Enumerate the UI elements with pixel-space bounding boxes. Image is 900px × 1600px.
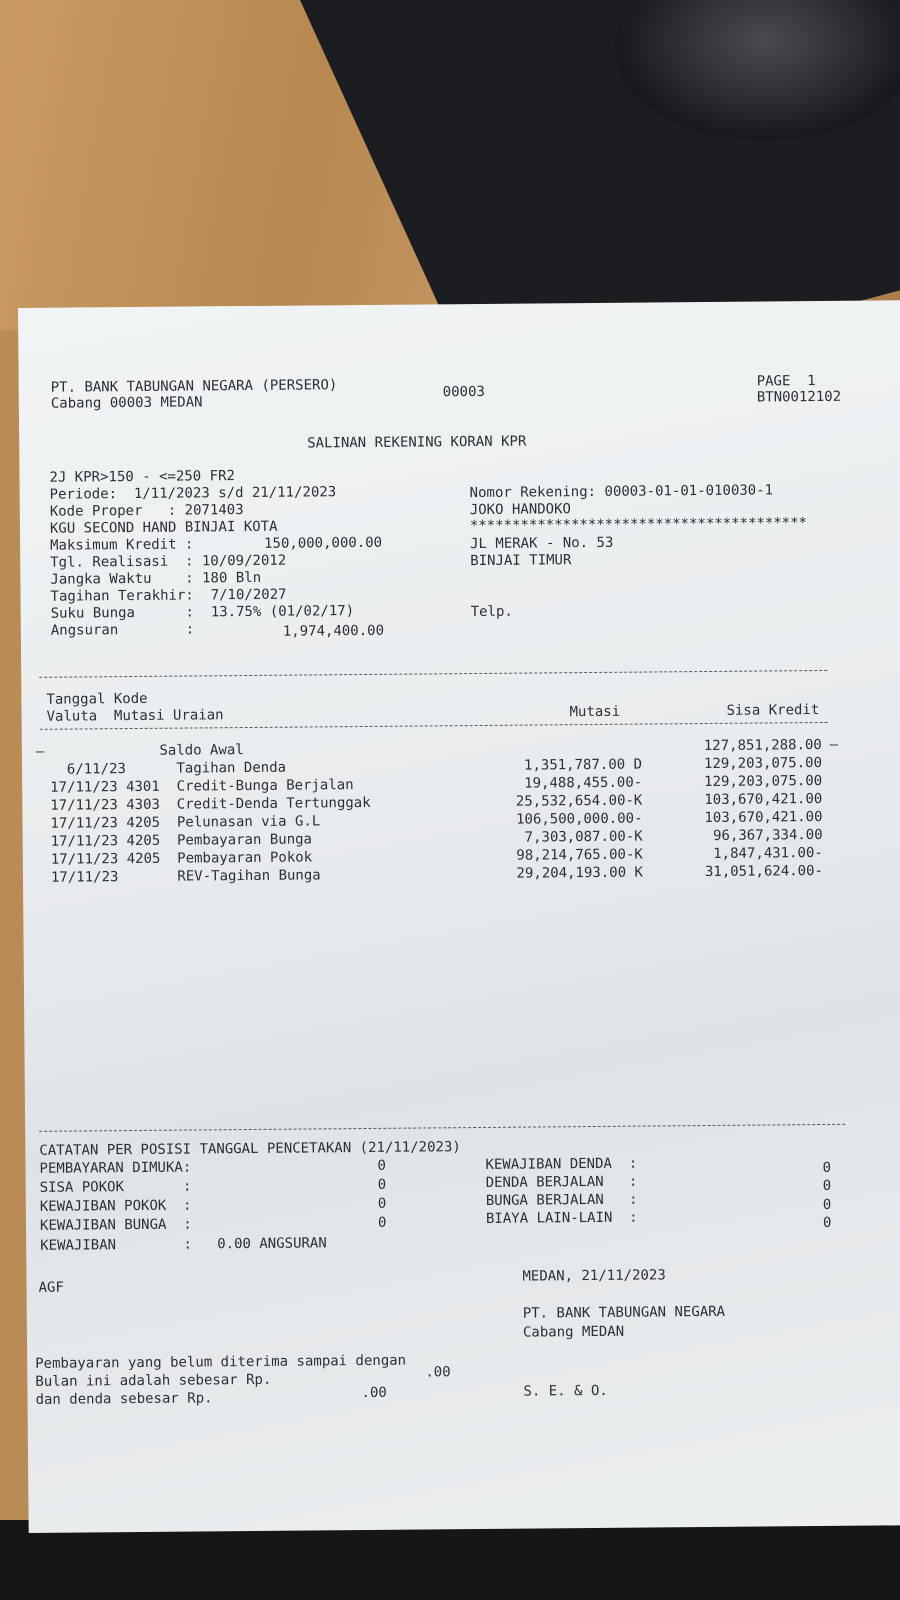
kode-proper: Kode Proper : 2071403: [49, 502, 244, 520]
nomor-rekening: Nomor Rekening: 00003-01-01-010030-1: [469, 482, 774, 502]
row-sisa-kredit: 1,847,431.00-: [713, 844, 823, 862]
tagihan-terakhir: Tagihan Terakhir: 7/10/2027: [50, 586, 287, 605]
row-mutasi: [462, 739, 642, 741]
project-name: KGU SECOND HAND BINJAI KOTA: [49, 518, 278, 537]
payment-note-2: Bulan ini adalah sebesar Rp.: [35, 1371, 272, 1390]
maks-kredit-label: Maksimum Kredit :: [50, 536, 194, 554]
payment-note-1: Pembayaran yang belum diterima sampai dengan: [35, 1352, 407, 1372]
branch-line: Cabang 00003 MEDAN: [50, 394, 203, 412]
table-row: Saldo Awal: [49, 742, 244, 760]
note-value: 0: [377, 1176, 387, 1193]
note-value: 0: [822, 1214, 832, 1232]
notes-title: CATATAN PER POSISI TANGGAL PENCETAKAN (21/11/2023): [39, 1139, 461, 1159]
report-code: BTN0012102: [756, 388, 842, 406]
page-label: PAGE 1: [756, 373, 816, 390]
note-value: 0: [822, 1196, 832, 1214]
table-row: 17/11/23 4301 Credit-Bunga Berjalan: [50, 777, 354, 796]
bank-name: PT. BANK TABUNGAN NEGARA (PERSERO): [50, 377, 338, 396]
note-value: 0: [822, 1177, 832, 1195]
note-label: KEWAJIBAN DENDA :: [485, 1155, 638, 1173]
row-mutasi: 29,204,193.00 K: [516, 864, 644, 882]
product-line: 2J KPR>150 - <=250 FR2: [49, 468, 235, 486]
maks-kredit-value: 150,000,000.00: [263, 534, 383, 552]
table-row: 17/11/23 4303 Credit-Denda Tertunggak: [50, 794, 371, 814]
note-label: KEWAJIBAN BUNGA :: [39, 1216, 192, 1234]
divider-notes: [39, 1124, 845, 1132]
table-header-line-1: Tanggal Kode: [46, 690, 148, 708]
table-row: 6/11/23 Tagihan Denda: [49, 759, 287, 778]
address-line-2: BINJAI TIMUR: [470, 552, 572, 570]
row-marker: –: [35, 743, 45, 760]
seo-mark: S. E. & O.: [523, 1382, 608, 1400]
row-sisa-kredit: 127,851,288.00: [703, 737, 822, 755]
note-value: 0: [377, 1214, 387, 1231]
row-marker: –: [829, 736, 839, 753]
table-row: 17/11/23 4205 Pelunasan via G.L: [50, 813, 321, 832]
statement-paper: [18, 300, 900, 1533]
table-header-line-2: Valuta Mutasi Uraian: [46, 707, 224, 725]
row-sisa-kredit: 129,203,075.00: [703, 755, 823, 773]
note-value: 0: [822, 1159, 832, 1177]
row-mutasi: 25,532,654.00-K: [515, 792, 643, 810]
row-sisa-kredit: 103,670,421.00: [704, 808, 823, 827]
note-label: SISA POKOK :: [39, 1178, 192, 1196]
payment-note-3-value: .00: [361, 1384, 387, 1402]
angsuran-value: 1,974,400.00: [282, 622, 385, 640]
suku-bunga: Suku Bunga : 13.75% (01/02/17): [50, 603, 355, 622]
col-header-mutasi: Mutasi: [569, 703, 621, 721]
note-label: PEMBAYARAN DIMUKA:: [39, 1159, 192, 1177]
operator-code: AGF: [38, 1279, 64, 1296]
angsuran-label: Angsuran :: [50, 621, 195, 639]
masked-line: ****************************************: [469, 515, 808, 535]
divider-top: [39, 670, 827, 678]
row-mutasi: 19,488,455.00-: [524, 774, 643, 792]
table-row: 17/11/23 4205 Pembayaran Bunga: [50, 831, 313, 850]
telp-label: Telp.: [470, 603, 513, 621]
kewajiban-line: KEWAJIBAN : 0.00 ANGSURAN: [40, 1235, 327, 1254]
signature-bank: PT. BANK TABUNGAN NEGARA: [522, 1303, 726, 1322]
note-value: 0: [377, 1157, 387, 1174]
table-row: 17/11/23 REV-Tagihan Bunga: [50, 867, 321, 886]
row-sisa-kredit: 129,203,075.00: [704, 773, 823, 791]
note-label: KEWAJIBAN POKOK :: [39, 1197, 192, 1215]
periode: Periode: 1/11/2023 s/d 21/11/2023: [49, 484, 337, 503]
branch-code: 00003: [442, 383, 485, 401]
customer-name: JOKO HANDOKO: [469, 501, 572, 519]
document-title: SALINAN REKENING KORAN KPR: [307, 433, 527, 452]
tgl-realisasi: Tgl. Realisasi : 10/09/2012: [50, 552, 287, 571]
place-date: MEDAN, 21/11/2023: [522, 1267, 666, 1285]
row-mutasi: 98,214,765.00-K: [516, 846, 643, 864]
payment-note-2-value: .00: [425, 1364, 451, 1381]
note-label: BUNGA BERJALAN :: [485, 1191, 638, 1209]
jangka-waktu: Jangka Waktu : 180 Bln: [50, 569, 262, 588]
row-mutasi: 1,351,787.00 D: [523, 756, 643, 774]
row-mutasi: 7,303,087.00-K: [524, 828, 643, 846]
row-sisa-kredit: 103,670,421.00: [704, 791, 823, 809]
note-label: BIAYA LAIN-LAIN :: [485, 1209, 638, 1227]
col-header-sisa-kredit: Sisa Kredit: [726, 702, 820, 719]
row-sisa-kredit: 96,367,334.00: [712, 826, 823, 844]
note-value: 0: [377, 1195, 387, 1212]
row-mutasi: 106,500,000.00-: [515, 810, 643, 828]
row-sisa-kredit: 31,051,624.00-: [704, 862, 824, 881]
table-row: 17/11/23 4205 Pembayaran Pokok: [50, 849, 313, 868]
address-line-1: JL MERAK - No. 53: [470, 534, 614, 553]
payment-note-3: dan denda sebesar Rp.: [35, 1390, 213, 1408]
note-label: DENDA BERJALAN :: [485, 1173, 638, 1191]
signature-branch: Cabang MEDAN: [522, 1323, 625, 1341]
